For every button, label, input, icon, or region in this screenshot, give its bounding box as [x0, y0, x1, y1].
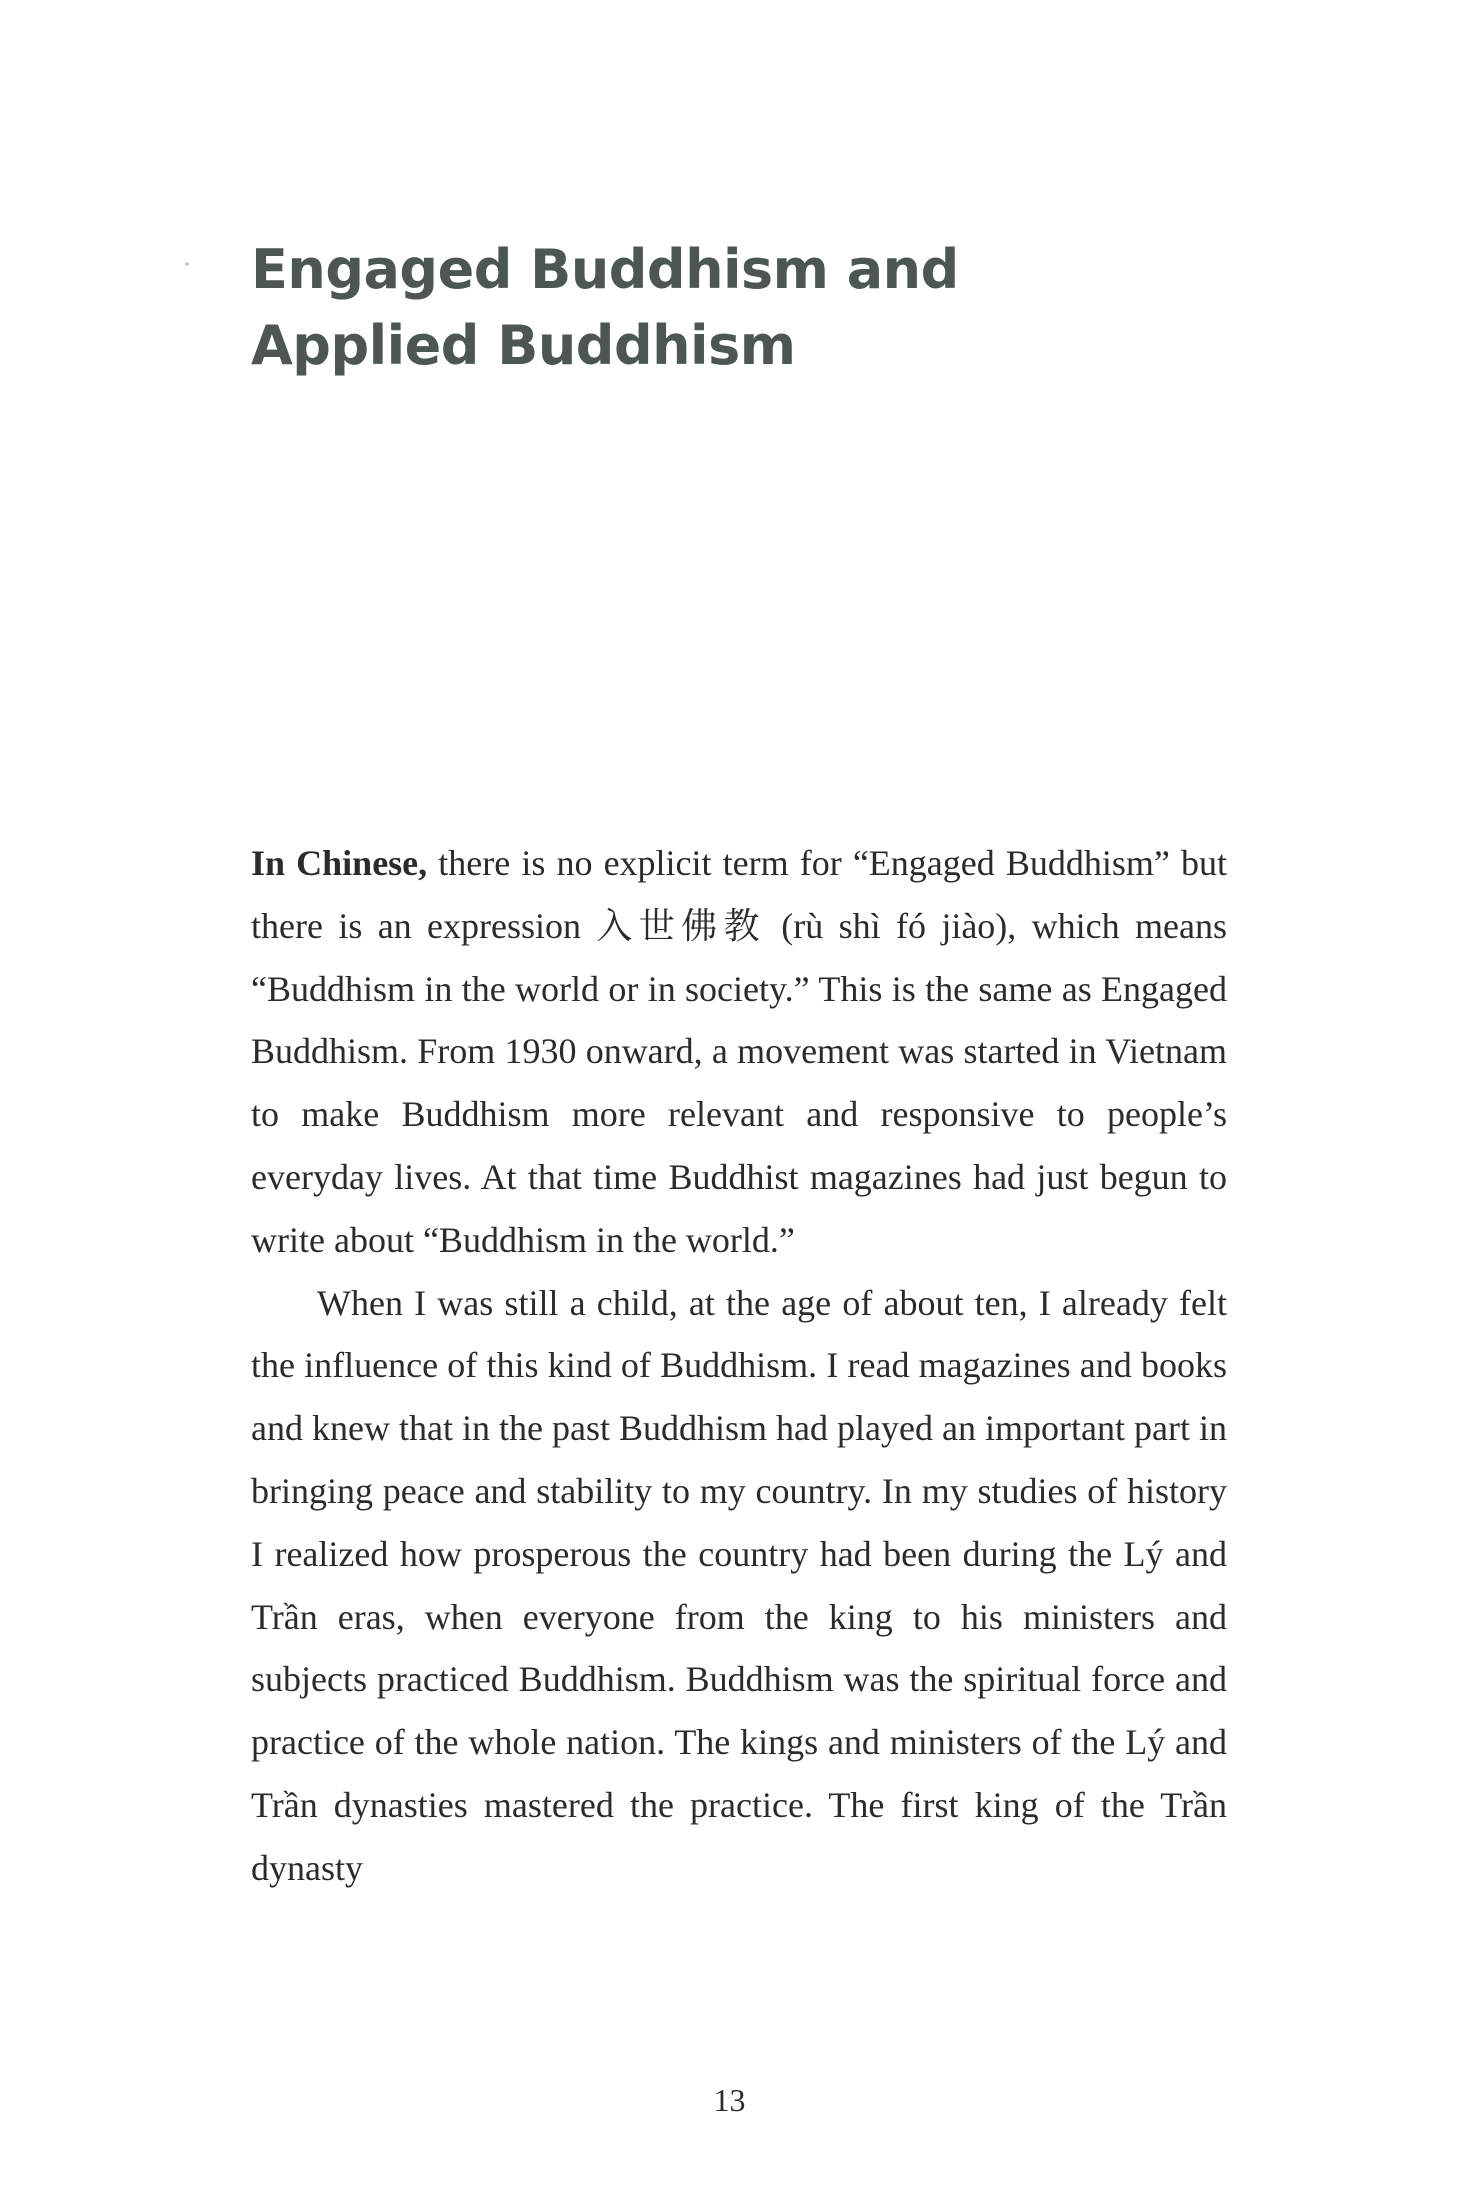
paragraph-2: [251, 1272, 1227, 1900]
chapter-title: [251, 232, 1151, 384]
paragraph-1-text: there is no explicit term for “Engaged Buddhism” but there is an expression 入世佛教 (rù shì fó jiào), which means “Buddhism in the world or in society.” This is the same as Engaged Buddhism. From 1930 onward, a movement was started in Vietnam to make Buddhism more relevant and responsive to people’s everyday lives. At that time Buddhist magazines had just begun to write about “Buddhism in the world.”: [251, 843, 1227, 1260]
chapter-title-line-2: Applied Buddhism: [251, 314, 796, 377]
page-number: 13: [713, 2082, 746, 2118]
scan-speck: [185, 262, 189, 266]
chapter-title-line-1: Engaged Buddhism and: [251, 238, 959, 301]
body-text: [251, 832, 1227, 1900]
paragraph-1-lead: In Chinese,: [251, 843, 428, 883]
paragraph-2-text: When I was still a child, at the age of about ten, I already felt the influence of this kind of Buddhism. I read magazines and books and knew that in the past Buddhism had played an important part in bringing peace and stability to my country. In my studies of history I realized how prosperous the country had been during the Lý and Trần eras, when everyone from the king to his ministers and subjects practiced Buddhism. Buddhism was the spiritual force and practice of the whole nation. The kings and ministers of the Lý and Trần dynasties mastered the practice. The first king of the Trần dynasty: [251, 1282, 1227, 1888]
paragraph-1: [251, 832, 1227, 1272]
